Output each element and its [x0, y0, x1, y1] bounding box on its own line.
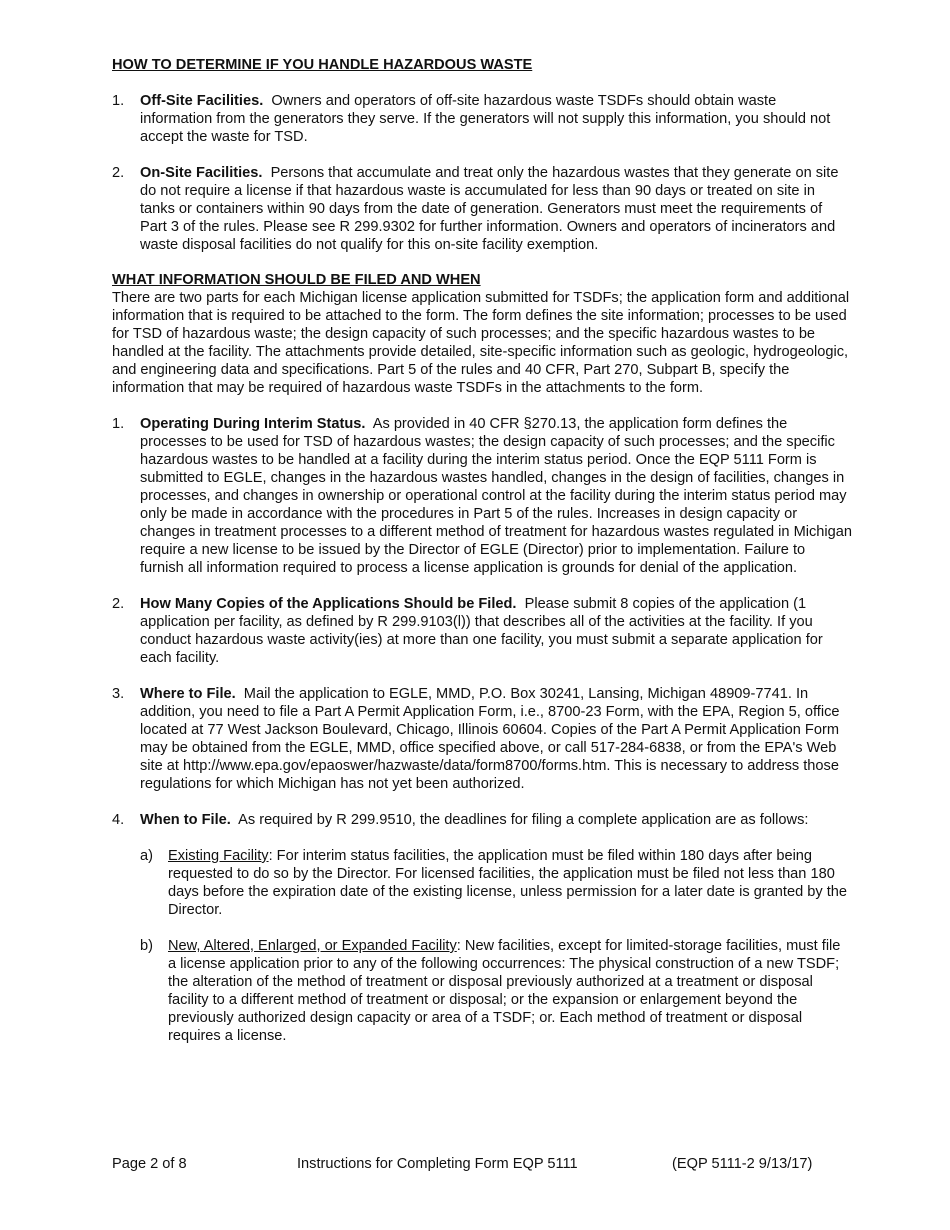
item-number: 4. — [112, 812, 125, 828]
item-text: As provided in 40 CFR §270.13, the application form defines the processes to be used for TSD of hazardous wastes; the design capacity of such processes; and the specific hazardous wastes to be handled at a facility during the interim status period. Once the EQP 5111 Form is submitted to EGLE, changes in the hazardous wastes handled, changes in the design of facilities, changes in processes, and changes in ownership or operational control at the facility during the interim status period may only be made in accordance with the procedures in Part 5 of the rules. Increases in design capacity or changes in treatment processes to a different method of treatment for hazardous wastes regulated in Michigan require a new license to be issued by the Director of EGLE (Director) prior to implementation. Failure to furnish all information required to process a license application is grounds for denial of the application. — [140, 416, 852, 576]
sub-item-title: Existing Facility — [168, 848, 269, 864]
footer-page-number: Page 2 of 8 — [112, 1156, 187, 1172]
item-text: Mail the application to EGLE, MMD, P.O. Box 30241, Lansing, Michigan 48909-7741. In addition, you need to file a Part A Permit Application Form, i.e., 8700-23 Form, with the EPA, Region 5, office located at 77 West Jackson Boulevard, Chicago, Illinois 60604. Copies of the Part A Permit Application Form may be obtained from the EGLE, MMD, office specified above, or call 517-284-6838, or from the EPA's Web site at http://www.epa.gov/epaoswer/hazwaste/data/form8700/forms.htm. This is necessary to address those regulations for which Michigan has not yet been authorized. — [140, 686, 840, 792]
footer-form-code: (EQP 5111-2 9/13/17) — [672, 1156, 813, 1172]
determine-list — [112, 92, 852, 254]
page-footer — [112, 1155, 852, 1175]
sub-list-item — [140, 937, 852, 1045]
item-number: 1. — [112, 416, 125, 432]
item-text: As required by R 299.9510, the deadlines for filing a complete application are as follows: — [238, 812, 809, 828]
item-text: Please submit 8 copies of the application (1 application per facility, as defined by R 299.9103(l)) that describes all of the activities at the facility. If you conduct hazardous waste activity(ies) at more than one facility, you must submit a separate application for each facility. — [140, 596, 823, 666]
list-item — [112, 811, 852, 1045]
list-item — [112, 415, 852, 577]
intro-paragraph: There are two parts for each Michigan license application submitted for TSDFs; the application form and additional information that is required to be attached to the form. The form defines the site information; processes to be used for TSD of hazardous waste; the design capacity of such processes; and the specific hazardous wastes to be handled at the facility. The attachments provide detailed, site-specific information such as geologic, hydrogeologic, and engineering data and specifications. Part 5 of the rules and 40 CFR, Part 270, Subpart B, specify the information that may be required of hazardous waste TSDFs in the attachments to the form. — [112, 290, 850, 396]
item-number: 2. — [112, 596, 125, 612]
item-title: Operating During Interim Status. — [140, 416, 366, 432]
item-title: Off-Site Facilities. — [140, 93, 264, 109]
list-item — [112, 595, 852, 667]
sub-item-title: New, Altered, Enlarged, or Expanded Facility — [168, 938, 457, 954]
item-text: Persons that accumulate and treat only the hazardous wastes that they generate on site do not require a license if that hazardous waste is accumulated for less than 90 days or treated on site in tanks or containers within 90 days from the date of generation. Generators must meet the requirements of Part 3 of the rules. Please see R 299.9302 for further information. Owners and operators of incinerators and waste disposal facilities do not qualify for this on-site facility exemption. — [140, 165, 839, 253]
item-number: 3. — [112, 686, 125, 702]
list-item — [112, 92, 852, 146]
sub-item-text: : For interim status facilities, the application must be filed within 180 days after being requested to do so by the Director. For licensed facilities, the application must be filed not less than 180 days before the expiration date of the existing license, unless permission for a later date is granted by the Director. — [168, 848, 848, 918]
item-number: 1. — [112, 93, 125, 109]
item-number: 2. — [112, 165, 125, 181]
list-item — [112, 164, 852, 254]
sub-item-letter: b) — [140, 938, 153, 954]
sub-item-letter: a) — [140, 848, 153, 864]
item-title: On-Site Facilities. — [140, 165, 263, 181]
sub-item-text: : New facilities, except for limited-storage facilities, must file a license application prior to any of the following occurrences: The physical construction of a new TSDF; the alteration of the method of treatment or disposal previously authorized at a treatment or disposal facility to a different method of treatment or disposal; or the expansion or enlargement beyond the previously authorized design capacity or area of a TSDF; or. Each method of treatment or disposal requires a license. — [168, 938, 841, 1044]
item-title: How Many Copies of the Applications Should be Filed. — [140, 596, 517, 612]
footer-form-title: Instructions for Completing Form EQP 5111 — [297, 1156, 578, 1172]
list-item — [112, 685, 852, 793]
information-list — [112, 415, 852, 1045]
item-title: Where to File. — [140, 686, 236, 702]
section-heading-determine: HOW TO DETERMINE IF YOU HANDLE HAZARDOUS WASTE — [112, 57, 533, 73]
section-heading-information: WHAT INFORMATION SHOULD BE FILED AND WHEN — [112, 272, 481, 288]
item-text: Owners and operators of off-site hazardous waste TSDFs should obtain waste information from the generators they serve. If the generators will not supply this information, you should not accept the waste for TSD. — [140, 93, 831, 145]
sub-list-item — [140, 847, 852, 919]
document-page — [112, 56, 852, 1045]
item-title: When to File. — [140, 812, 231, 828]
